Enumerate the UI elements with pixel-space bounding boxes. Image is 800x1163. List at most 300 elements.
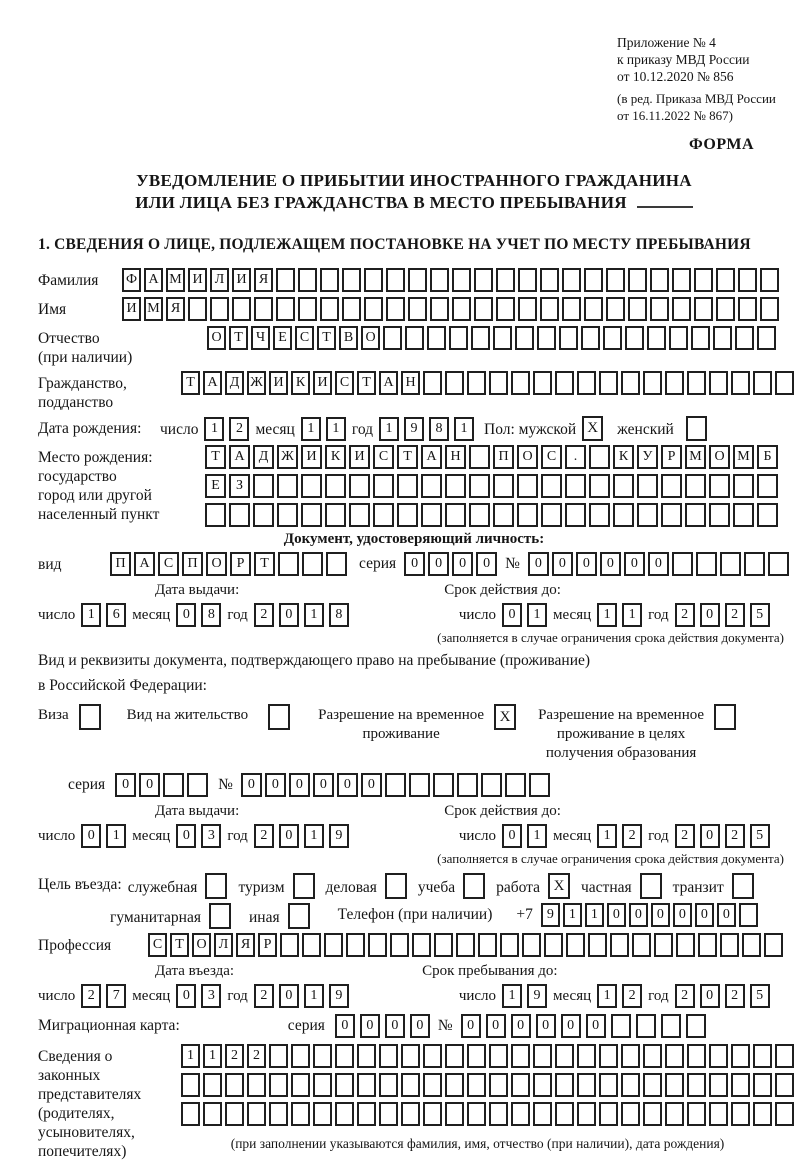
char-cell[interactable] xyxy=(434,933,453,957)
char-cell[interactable] xyxy=(636,1014,656,1038)
char-cell[interactable]: И xyxy=(122,297,141,321)
char-cell[interactable]: 0 xyxy=(552,552,573,576)
char-cell[interactable]: 0 xyxy=(385,1014,405,1038)
char-cell[interactable] xyxy=(457,773,478,797)
char-cell[interactable] xyxy=(584,297,603,321)
char-cell[interactable] xyxy=(775,1044,794,1068)
char-cell[interactable]: 2 xyxy=(675,603,695,627)
purpose-business-checkbox[interactable] xyxy=(385,873,407,899)
char-cell[interactable] xyxy=(181,1102,200,1126)
purpose-tourism-checkbox[interactable] xyxy=(293,873,315,899)
char-cell[interactable] xyxy=(621,1102,640,1126)
char-cell[interactable]: О xyxy=(207,326,226,350)
char-cell[interactable] xyxy=(496,297,515,321)
char-cell[interactable] xyxy=(637,474,658,498)
char-cell[interactable]: 0 xyxy=(607,903,626,927)
char-cell[interactable] xyxy=(383,326,402,350)
char-cell[interactable] xyxy=(599,1102,618,1126)
char-cell[interactable] xyxy=(511,1073,530,1097)
char-cell[interactable] xyxy=(739,903,758,927)
char-cell[interactable]: У xyxy=(637,445,658,469)
char-cell[interactable]: 0 xyxy=(624,552,645,576)
char-cell[interactable] xyxy=(291,1102,310,1126)
char-cell[interactable]: 1 xyxy=(106,824,126,848)
char-cell[interactable] xyxy=(541,503,562,527)
char-cell[interactable] xyxy=(643,1102,662,1126)
char-cell[interactable] xyxy=(775,1073,794,1097)
char-cell[interactable] xyxy=(606,268,625,292)
char-cell[interactable]: 1 xyxy=(454,417,474,441)
char-cell[interactable]: 0 xyxy=(81,824,101,848)
char-cell[interactable] xyxy=(445,1044,464,1068)
char-cell[interactable] xyxy=(716,297,735,321)
char-cell[interactable] xyxy=(280,933,299,957)
char-cell[interactable]: 1 xyxy=(597,824,617,848)
purpose-study-checkbox[interactable] xyxy=(463,873,485,899)
char-cell[interactable]: 9 xyxy=(329,824,349,848)
char-cell[interactable] xyxy=(544,933,563,957)
char-cell[interactable]: 1 xyxy=(304,603,324,627)
char-cell[interactable]: Л xyxy=(210,268,229,292)
char-cell[interactable]: М xyxy=(733,445,754,469)
char-cell[interactable] xyxy=(621,1044,640,1068)
char-cell[interactable] xyxy=(753,1073,772,1097)
char-cell[interactable]: 0 xyxy=(673,903,692,927)
char-cell[interactable]: 0 xyxy=(428,552,449,576)
char-cell[interactable]: 0 xyxy=(536,1014,556,1038)
char-cell[interactable]: С xyxy=(158,552,179,576)
char-cell[interactable] xyxy=(562,268,581,292)
char-cell[interactable]: 0 xyxy=(115,773,136,797)
char-cell[interactable] xyxy=(511,1044,530,1068)
char-cell[interactable] xyxy=(533,1073,552,1097)
char-cell[interactable] xyxy=(511,371,530,395)
char-cell[interactable] xyxy=(650,268,669,292)
char-cell[interactable] xyxy=(744,552,765,576)
char-cell[interactable]: 8 xyxy=(429,417,449,441)
char-cell[interactable]: Я xyxy=(166,297,185,321)
char-cell[interactable] xyxy=(757,326,776,350)
char-cell[interactable]: 1 xyxy=(203,1044,222,1068)
char-cell[interactable] xyxy=(405,326,424,350)
char-cell[interactable]: 3 xyxy=(201,984,221,1008)
char-cell[interactable]: Н xyxy=(401,371,420,395)
char-cell[interactable]: И xyxy=(188,268,207,292)
char-cell[interactable]: Р xyxy=(230,552,251,576)
char-cell[interactable] xyxy=(401,1102,420,1126)
char-cell[interactable] xyxy=(445,371,464,395)
char-cell[interactable]: 2 xyxy=(229,417,249,441)
char-cell[interactable] xyxy=(205,503,226,527)
char-cell[interactable]: 0 xyxy=(651,903,670,927)
char-cell[interactable] xyxy=(232,297,251,321)
char-cell[interactable]: 0 xyxy=(337,773,358,797)
purpose-transit-checkbox[interactable] xyxy=(732,873,754,899)
char-cell[interactable]: Т xyxy=(170,933,189,957)
char-cell[interactable] xyxy=(474,297,493,321)
char-cell[interactable]: 8 xyxy=(329,603,349,627)
char-cell[interactable] xyxy=(511,1102,530,1126)
char-cell[interactable]: М xyxy=(685,445,706,469)
char-cell[interactable]: 0 xyxy=(176,824,196,848)
char-cell[interactable] xyxy=(733,503,754,527)
char-cell[interactable]: 0 xyxy=(360,1014,380,1038)
char-cell[interactable]: Н xyxy=(445,445,466,469)
char-cell[interactable] xyxy=(301,503,322,527)
char-cell[interactable]: 1 xyxy=(622,603,642,627)
char-cell[interactable]: 9 xyxy=(541,903,560,927)
char-cell[interactable] xyxy=(456,933,475,957)
char-cell[interactable]: 0 xyxy=(502,603,522,627)
char-cell[interactable] xyxy=(533,1044,552,1068)
char-cell[interactable]: 0 xyxy=(361,773,382,797)
char-cell[interactable]: Т xyxy=(357,371,376,395)
char-cell[interactable] xyxy=(716,268,735,292)
char-cell[interactable]: О xyxy=(517,445,538,469)
char-cell[interactable]: 0 xyxy=(561,1014,581,1038)
char-cell[interactable] xyxy=(505,773,526,797)
char-cell[interactable] xyxy=(628,297,647,321)
char-cell[interactable]: Д xyxy=(253,445,274,469)
char-cell[interactable] xyxy=(709,474,730,498)
char-cell[interactable] xyxy=(533,1102,552,1126)
char-cell[interactable]: О xyxy=(192,933,211,957)
char-cell[interactable] xyxy=(493,474,514,498)
char-cell[interactable]: 2 xyxy=(725,603,745,627)
char-cell[interactable] xyxy=(489,1102,508,1126)
char-cell[interactable]: А xyxy=(134,552,155,576)
char-cell[interactable]: О xyxy=(206,552,227,576)
char-cell[interactable] xyxy=(421,474,442,498)
char-cell[interactable] xyxy=(687,1044,706,1068)
char-cell[interactable] xyxy=(577,1073,596,1097)
char-cell[interactable] xyxy=(540,297,559,321)
char-cell[interactable]: Т xyxy=(254,552,275,576)
char-cell[interactable] xyxy=(665,1073,684,1097)
temp-residence-education-checkbox[interactable] xyxy=(714,704,736,730)
char-cell[interactable] xyxy=(611,1014,631,1038)
char-cell[interactable]: А xyxy=(229,445,250,469)
char-cell[interactable] xyxy=(753,1044,772,1068)
char-cell[interactable]: Ф xyxy=(122,268,141,292)
char-cell[interactable] xyxy=(325,474,346,498)
char-cell[interactable] xyxy=(733,474,754,498)
char-cell[interactable] xyxy=(522,933,541,957)
char-cell[interactable] xyxy=(731,1073,750,1097)
char-cell[interactable] xyxy=(709,1073,728,1097)
char-cell[interactable] xyxy=(672,552,693,576)
char-cell[interactable]: Я xyxy=(236,933,255,957)
char-cell[interactable] xyxy=(247,1102,266,1126)
char-cell[interactable] xyxy=(349,474,370,498)
char-cell[interactable]: К xyxy=(325,445,346,469)
char-cell[interactable] xyxy=(713,326,732,350)
char-cell[interactable]: 2 xyxy=(675,984,695,1008)
char-cell[interactable] xyxy=(421,503,442,527)
char-cell[interactable]: Р xyxy=(258,933,277,957)
char-cell[interactable]: 1 xyxy=(379,417,399,441)
char-cell[interactable] xyxy=(696,552,717,576)
char-cell[interactable]: 1 xyxy=(527,603,547,627)
char-cell[interactable] xyxy=(452,268,471,292)
char-cell[interactable] xyxy=(738,297,757,321)
char-cell[interactable] xyxy=(694,297,713,321)
char-cell[interactable]: 0 xyxy=(279,984,299,1008)
char-cell[interactable] xyxy=(760,268,779,292)
char-cell[interactable] xyxy=(720,552,741,576)
char-cell[interactable]: Ж xyxy=(247,371,266,395)
char-cell[interactable] xyxy=(493,326,512,350)
char-cell[interactable]: 9 xyxy=(527,984,547,1008)
char-cell[interactable] xyxy=(643,1073,662,1097)
char-cell[interactable] xyxy=(346,933,365,957)
char-cell[interactable] xyxy=(669,326,688,350)
char-cell[interactable] xyxy=(621,1073,640,1097)
char-cell[interactable] xyxy=(687,1073,706,1097)
char-cell[interactable] xyxy=(637,503,658,527)
char-cell[interactable] xyxy=(467,1044,486,1068)
char-cell[interactable] xyxy=(478,933,497,957)
char-cell[interactable]: 3 xyxy=(201,824,221,848)
char-cell[interactable]: 2 xyxy=(81,984,101,1008)
char-cell[interactable] xyxy=(577,371,596,395)
char-cell[interactable]: 1 xyxy=(304,984,324,1008)
char-cell[interactable] xyxy=(709,503,730,527)
char-cell[interactable]: Ж xyxy=(277,445,298,469)
char-cell[interactable] xyxy=(469,474,490,498)
char-cell[interactable] xyxy=(269,1102,288,1126)
char-cell[interactable] xyxy=(555,1044,574,1068)
char-cell[interactable] xyxy=(445,1102,464,1126)
char-cell[interactable]: 1 xyxy=(301,417,321,441)
char-cell[interactable] xyxy=(269,1073,288,1097)
char-cell[interactable] xyxy=(373,474,394,498)
char-cell[interactable] xyxy=(276,268,295,292)
char-cell[interactable] xyxy=(291,1073,310,1097)
char-cell[interactable] xyxy=(423,1044,442,1068)
char-cell[interactable] xyxy=(589,474,610,498)
char-cell[interactable]: И xyxy=(349,445,370,469)
char-cell[interactable] xyxy=(566,933,585,957)
char-cell[interactable] xyxy=(386,297,405,321)
char-cell[interactable]: Т xyxy=(229,326,248,350)
char-cell[interactable]: А xyxy=(379,371,398,395)
char-cell[interactable] xyxy=(335,1073,354,1097)
char-cell[interactable] xyxy=(493,503,514,527)
char-cell[interactable] xyxy=(555,1073,574,1097)
char-cell[interactable] xyxy=(685,474,706,498)
char-cell[interactable] xyxy=(276,297,295,321)
char-cell[interactable]: А xyxy=(203,371,222,395)
char-cell[interactable]: О xyxy=(361,326,380,350)
char-cell[interactable]: А xyxy=(144,268,163,292)
char-cell[interactable] xyxy=(665,371,684,395)
char-cell[interactable]: 0 xyxy=(313,773,334,797)
char-cell[interactable] xyxy=(738,268,757,292)
char-cell[interactable] xyxy=(481,773,502,797)
char-cell[interactable]: 0 xyxy=(600,552,621,576)
char-cell[interactable]: 0 xyxy=(476,552,497,576)
char-cell[interactable]: . xyxy=(565,445,586,469)
char-cell[interactable] xyxy=(430,268,449,292)
char-cell[interactable] xyxy=(423,1102,442,1126)
char-cell[interactable] xyxy=(471,326,490,350)
char-cell[interactable] xyxy=(181,1073,200,1097)
char-cell[interactable] xyxy=(562,297,581,321)
char-cell[interactable] xyxy=(452,297,471,321)
char-cell[interactable]: 2 xyxy=(247,1044,266,1068)
char-cell[interactable] xyxy=(277,474,298,498)
char-cell[interactable] xyxy=(742,933,761,957)
char-cell[interactable] xyxy=(368,933,387,957)
char-cell[interactable] xyxy=(533,371,552,395)
char-cell[interactable]: И xyxy=(269,371,288,395)
char-cell[interactable] xyxy=(467,1102,486,1126)
char-cell[interactable] xyxy=(357,1102,376,1126)
char-cell[interactable] xyxy=(277,503,298,527)
char-cell[interactable] xyxy=(599,1044,618,1068)
char-cell[interactable]: 0 xyxy=(576,552,597,576)
char-cell[interactable] xyxy=(408,297,427,321)
char-cell[interactable]: 2 xyxy=(675,824,695,848)
char-cell[interactable]: 1 xyxy=(527,824,547,848)
char-cell[interactable] xyxy=(698,933,717,957)
char-cell[interactable] xyxy=(529,773,550,797)
char-cell[interactable] xyxy=(559,326,578,350)
char-cell[interactable] xyxy=(753,1102,772,1126)
char-cell[interactable] xyxy=(313,1044,332,1068)
char-cell[interactable]: 1 xyxy=(585,903,604,927)
char-cell[interactable]: А xyxy=(421,445,442,469)
char-cell[interactable] xyxy=(517,474,538,498)
char-cell[interactable] xyxy=(302,933,321,957)
char-cell[interactable] xyxy=(731,1044,750,1068)
char-cell[interactable]: 6 xyxy=(106,603,126,627)
char-cell[interactable] xyxy=(518,268,537,292)
char-cell[interactable] xyxy=(385,773,406,797)
char-cell[interactable] xyxy=(541,474,562,498)
char-cell[interactable] xyxy=(537,326,556,350)
char-cell[interactable]: Е xyxy=(273,326,292,350)
char-cell[interactable] xyxy=(397,503,418,527)
char-cell[interactable] xyxy=(335,1044,354,1068)
char-cell[interactable] xyxy=(342,297,361,321)
char-cell[interactable] xyxy=(313,1102,332,1126)
purpose-humanitarian-checkbox[interactable] xyxy=(209,903,231,929)
char-cell[interactable] xyxy=(357,1044,376,1068)
char-cell[interactable] xyxy=(661,503,682,527)
char-cell[interactable] xyxy=(203,1102,222,1126)
char-cell[interactable]: И xyxy=(301,445,322,469)
char-cell[interactable] xyxy=(408,268,427,292)
char-cell[interactable] xyxy=(500,933,519,957)
char-cell[interactable] xyxy=(401,1073,420,1097)
char-cell[interactable]: 7 xyxy=(106,984,126,1008)
char-cell[interactable] xyxy=(449,326,468,350)
char-cell[interactable] xyxy=(423,1073,442,1097)
char-cell[interactable]: 0 xyxy=(410,1014,430,1038)
char-cell[interactable] xyxy=(588,933,607,957)
char-cell[interactable] xyxy=(247,1073,266,1097)
char-cell[interactable]: 5 xyxy=(750,824,770,848)
char-cell[interactable] xyxy=(325,503,346,527)
char-cell[interactable] xyxy=(409,773,430,797)
purpose-work-checkbox[interactable]: X xyxy=(548,873,570,899)
char-cell[interactable]: 0 xyxy=(528,552,549,576)
char-cell[interactable] xyxy=(203,1073,222,1097)
char-cell[interactable]: Т xyxy=(317,326,336,350)
char-cell[interactable] xyxy=(665,1044,684,1068)
char-cell[interactable]: 0 xyxy=(586,1014,606,1038)
char-cell[interactable]: Д xyxy=(225,371,244,395)
char-cell[interactable] xyxy=(581,326,600,350)
char-cell[interactable] xyxy=(298,268,317,292)
char-cell[interactable] xyxy=(687,1102,706,1126)
char-cell[interactable]: 0 xyxy=(139,773,160,797)
char-cell[interactable] xyxy=(577,1102,596,1126)
char-cell[interactable] xyxy=(565,474,586,498)
char-cell[interactable] xyxy=(584,268,603,292)
char-cell[interactable]: 0 xyxy=(700,984,720,1008)
char-cell[interactable] xyxy=(603,326,622,350)
char-cell[interactable] xyxy=(676,933,695,957)
char-cell[interactable] xyxy=(445,503,466,527)
char-cell[interactable] xyxy=(390,933,409,957)
char-cell[interactable] xyxy=(647,326,666,350)
char-cell[interactable]: 8 xyxy=(201,603,221,627)
char-cell[interactable] xyxy=(324,933,343,957)
char-cell[interactable]: 0 xyxy=(279,603,299,627)
char-cell[interactable]: 0 xyxy=(265,773,286,797)
char-cell[interactable] xyxy=(665,1102,684,1126)
char-cell[interactable] xyxy=(643,1044,662,1068)
char-cell[interactable] xyxy=(687,371,706,395)
residence-permit-checkbox[interactable] xyxy=(268,704,290,730)
char-cell[interactable] xyxy=(188,297,207,321)
char-cell[interactable] xyxy=(474,268,493,292)
char-cell[interactable] xyxy=(628,268,647,292)
char-cell[interactable] xyxy=(613,474,634,498)
char-cell[interactable]: 1 xyxy=(181,1044,200,1068)
char-cell[interactable] xyxy=(445,474,466,498)
char-cell[interactable]: К xyxy=(613,445,634,469)
char-cell[interactable] xyxy=(301,474,322,498)
char-cell[interactable] xyxy=(320,268,339,292)
char-cell[interactable] xyxy=(555,371,574,395)
char-cell[interactable] xyxy=(686,1014,706,1038)
char-cell[interactable] xyxy=(775,371,794,395)
char-cell[interactable] xyxy=(469,445,490,469)
char-cell[interactable] xyxy=(489,1073,508,1097)
char-cell[interactable]: 0 xyxy=(176,984,196,1008)
char-cell[interactable] xyxy=(489,371,508,395)
char-cell[interactable]: 2 xyxy=(254,984,274,1008)
char-cell[interactable] xyxy=(599,371,618,395)
char-cell[interactable]: 2 xyxy=(622,984,642,1008)
char-cell[interactable] xyxy=(709,371,728,395)
char-cell[interactable] xyxy=(632,933,651,957)
sex-female-checkbox[interactable] xyxy=(686,416,707,441)
char-cell[interactable] xyxy=(210,297,229,321)
char-cell[interactable]: 2 xyxy=(254,824,274,848)
char-cell[interactable] xyxy=(589,503,610,527)
char-cell[interactable]: К xyxy=(291,371,310,395)
char-cell[interactable] xyxy=(753,371,772,395)
purpose-other-checkbox[interactable] xyxy=(288,903,310,929)
char-cell[interactable] xyxy=(253,474,274,498)
char-cell[interactable] xyxy=(427,326,446,350)
char-cell[interactable] xyxy=(672,297,691,321)
